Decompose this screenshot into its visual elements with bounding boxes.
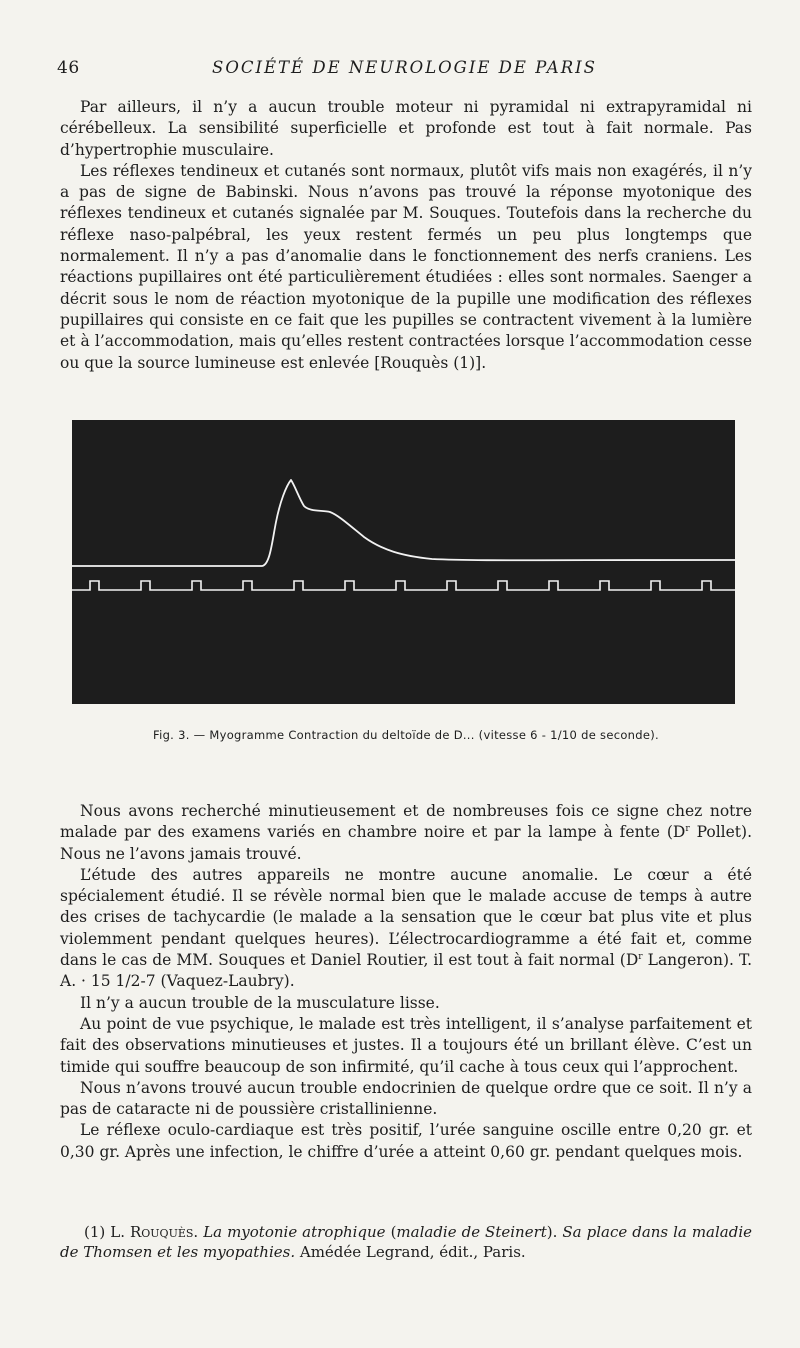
superscript: r [638, 951, 643, 962]
myogram-plot [72, 420, 735, 704]
footnote-paren: ). [546, 1223, 558, 1241]
paragraph-reflexes: Les réflexes tendineux et cutanés sont normaux, plutôt vifs mais non exagérés, il n’y a pas de signe de Babinski. Nous n’avons pas trouvé la réponse myotonique des réflexes tendineux et cutanés signalée par M. Souques. Toutefois dans la recherche du réflexe naso-palpébral, les yeux restent fermés un peu plus longtemps que normalement. Il n’y a pas d’anomalie dans le fonctionnement des nerfs craniens. Les réactions pupillaires ont été particulièrement étudiées : elles sont normales. Saenger a décrit sous le nom de réaction myotonique de la pupille une modification des réflexes pupillaires qui consiste en ce fait que les pupilles se contractent vivement à la lumière et à l’accommodation, mais qu’elles restent contractées lorsque l’accommodation cesse ou que la source lumineuse est enlevée [Rouquès (1)]. [60, 161, 752, 372]
footnote-author: Rouquès. [129, 1223, 199, 1241]
running-title: SOCIÉTÉ DE NEUROLOGIE DE PARIS [212, 58, 597, 77]
page-number: 46 [57, 58, 80, 78]
footnote-publisher: Amédée Legrand, édit., Paris. [299, 1243, 526, 1261]
body-text-top [60, 97, 752, 374]
myogram-background [72, 420, 735, 704]
text-run: Nous avons recherché minutieusement et de nombreuses fois ce signe chez notre malade par des examens variés en chambre noire et par la lampe à fente (D [60, 802, 752, 842]
paragraph-motor: Par ailleurs, il n’y a aucun trouble moteur ni pyramidal ni extrapyramidal ni cérébelleux. La sensibilité superficielle et profonde est tout à fait normale. Pas d’hypertrophie musculaire. [60, 98, 752, 159]
text-run: Pollet). Nous ne l’avons jamais trouvé. [60, 823, 752, 863]
paragraph-psychic: Au point de vue psychique, le malade est très intelligent, il s’analyse parfaitement et fait des observations minutieuses et justes. Il a toujours été un brillant élève. C’est un timide qui souffre beaucoup de son infirmité, qu’il cache à tous ceux qui l’approchent. [60, 1014, 752, 1076]
text-run: L’étude des autres appareils ne montre aucune anomalie. Le cœur a été spécialement étudié. Il se révèle normal bien que le malade accuse de temps à autre des crises de tachycardie (le malade a la sensation que le cœur bat plus vite et plus violemment pendant quelques heures). L’électrocardiogramme a été fait et, comme dans le cas de MM. Souques et Daniel Routier, il est tout à fait normal (D [60, 865, 752, 970]
footnote-marker: (1) L. [84, 1223, 125, 1241]
footnote [60, 1222, 752, 1262]
footnote-title: La myotonie atrophique [203, 1223, 386, 1241]
footnote-title-continued: Sa place dans la maladie de Thomsen et les myopathies. [60, 1223, 753, 1261]
paragraph-smooth-muscle: Il n’y a aucun trouble de la musculature lisse. [80, 993, 440, 1012]
paragraph-oculo-cardiac: Le réflexe oculo-cardiaque est très positif, l’urée sanguine oscille entre 0,20 gr. et 0,30 gr. Après une infection, le chiffre d’urée a atteint 0,60 gr. pendant quelques mois. [60, 1121, 752, 1161]
paragraph-organs [60, 865, 752, 993]
footnote-subtitle: maladie de Steinert [396, 1223, 547, 1241]
myogram-figure [72, 420, 735, 704]
body-text-bottom [60, 801, 752, 1163]
paragraph-endocrine: Nous n’avons trouvé aucun trouble endocrinien de quelque ordre que ce soit. Il n’y a pas de cataracte ni de poussière cristallinienne. [60, 1078, 752, 1119]
paragraph-pupil-search [60, 801, 752, 865]
superscript: r [685, 824, 690, 835]
footnote-paren: ( [390, 1223, 397, 1241]
figure-caption: Fig. 3. — Myogramme Contraction du deltoïde de D... (vitesse 6 - 1/10 de seconde). [153, 728, 659, 742]
page-header [57, 58, 752, 84]
text-run: Langeron). T. A. · 15 1/2-7 (Vaquez-Laubry). [60, 951, 752, 991]
